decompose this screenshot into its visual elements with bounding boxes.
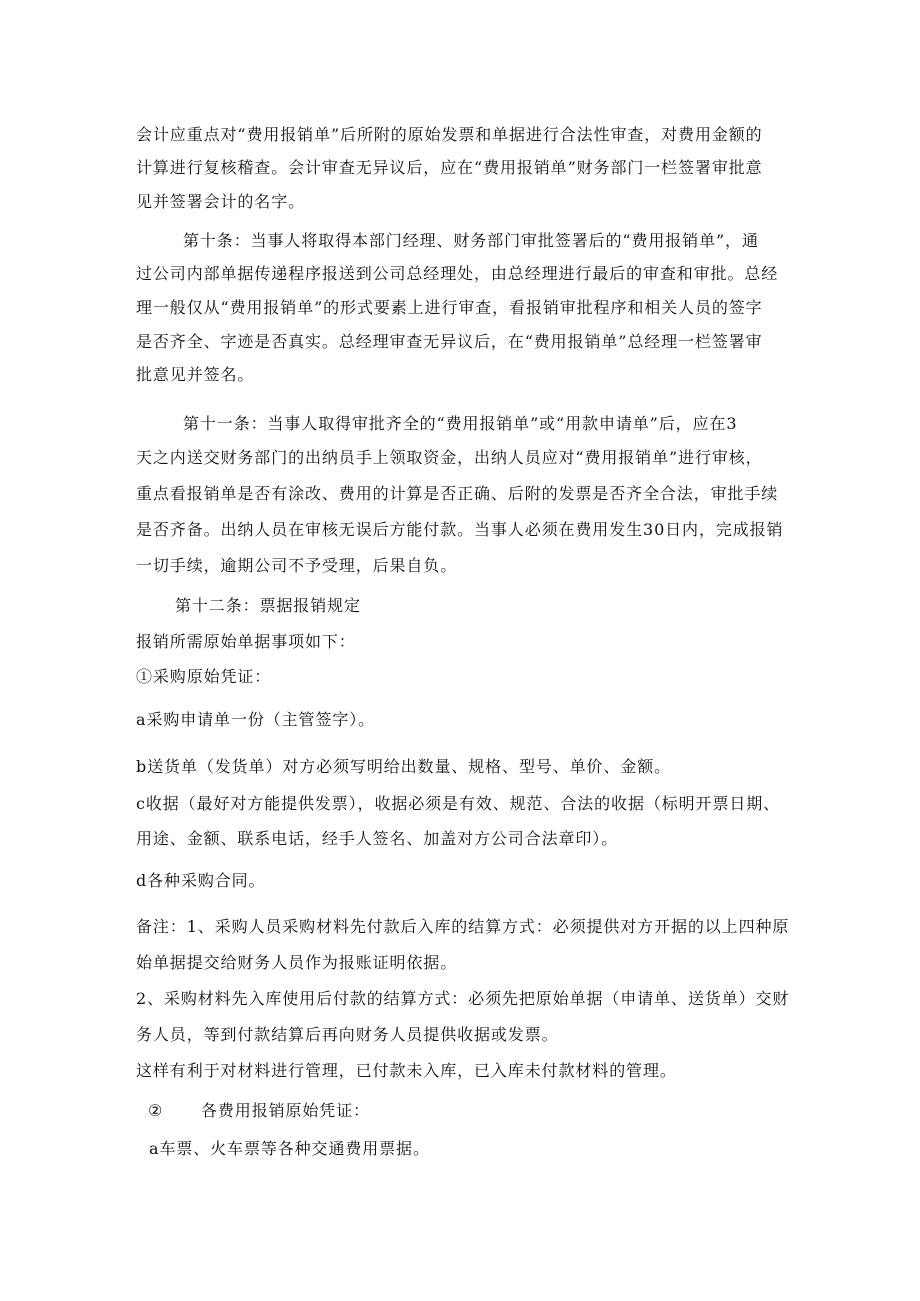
paragraph-line: 重点看报销单是否有涂改、费用的计算是否正确、后附的发票是否齐全合法，审批手续 <box>136 484 779 503</box>
list-item: a采购申请单一份（主管签字）。 <box>136 710 376 729</box>
article-12-heading: 第十二条：票据报销规定 <box>175 596 361 615</box>
paragraph-line: 计算进行复核稽查。会计审查无异议后，应在“费用报销单”财务部门一栏签署审批意 <box>136 158 763 177</box>
paragraph-line: 一切手续，逾期公司不予受理，后果自负。 <box>136 556 458 575</box>
paragraph-line: 是否齐全、字迹是否真实。总经理审查无异议后，在“费用报销单”总经理一栏签署审 <box>136 332 763 351</box>
paragraph-line: 天之内送交财务部门的出纳员手上领取资金，出纳人员应对“费用报销单”进行审核， <box>136 448 763 467</box>
section-heading-procurement: ①采购原始凭证： <box>136 667 272 686</box>
paragraph-line: 批意见并签名。 <box>136 365 255 384</box>
paragraph-line: 报销所需原始单据事项如下： <box>136 632 356 651</box>
list-item-continuation: 用途、金额、联系电话，经手人签名、加盖对方公司合法章印）。 <box>136 829 619 848</box>
remark-line: 2、采购材料先入库使用后付款的结算方式：必须先把原始单据（申请单、送货单）交财 <box>136 989 790 1008</box>
remark-line: 始单据提交给财务人员作为报账证明依据。 <box>136 953 458 972</box>
paragraph-line: 理一般仅从“费用报销单”的形式要素上进行审查，看报销审批程序和相关人员的签字 <box>136 298 763 317</box>
remark-line: 备注：1、采购人员采购材料先付款后入库的结算方式：必须提供对方开据的以上四种原 <box>136 917 790 936</box>
list-item: d各种采购合同。 <box>136 871 266 890</box>
article-10-heading-line: 第十条：当事人将取得本部门经理、财务部门审批签署后的“费用报销单”，通 <box>183 231 759 250</box>
paragraph-line: 会计应重点对“费用报销单”后所附的原始发票和单据进行合法性审查，对费用金额的 <box>136 125 763 144</box>
list-item: c收据（最好对方能提供发票），收据必须是有效、规范、合法的收据（标明开票日期、 <box>136 794 781 813</box>
article-11-heading-line: 第十一条：当事人取得审批齐全的“费用报销单”或“用款申请单”后，应在3 <box>183 414 738 433</box>
section-marker: ② <box>148 1101 164 1120</box>
paragraph-line: 是否齐备。出纳人员在审核无误后方能付款。当事人必须在费用发生30日内，完成报销 <box>136 520 784 539</box>
list-item: b送货单（发货单）对方必须写明给出数量、规格、型号、单价、金额。 <box>136 757 672 776</box>
paragraph-line: 这样有利于对材料进行管理，已付款未入库，已入库未付款材料的管理。 <box>136 1061 677 1080</box>
paragraph-line: 见并签署会计的名字。 <box>136 192 306 211</box>
section-heading-expenses: 各费用报销原始凭证： <box>201 1101 371 1120</box>
list-item: a车票、火车票等各种交通费用票据。 <box>149 1139 430 1158</box>
paragraph-line: 过公司内部单据传递程序报送到公司总经理处，由总经理进行最后的审查和审批。总经 <box>136 264 779 283</box>
remark-line: 务人员，等到付款结算后再向财务人员提供收据或发票。 <box>136 1025 559 1044</box>
